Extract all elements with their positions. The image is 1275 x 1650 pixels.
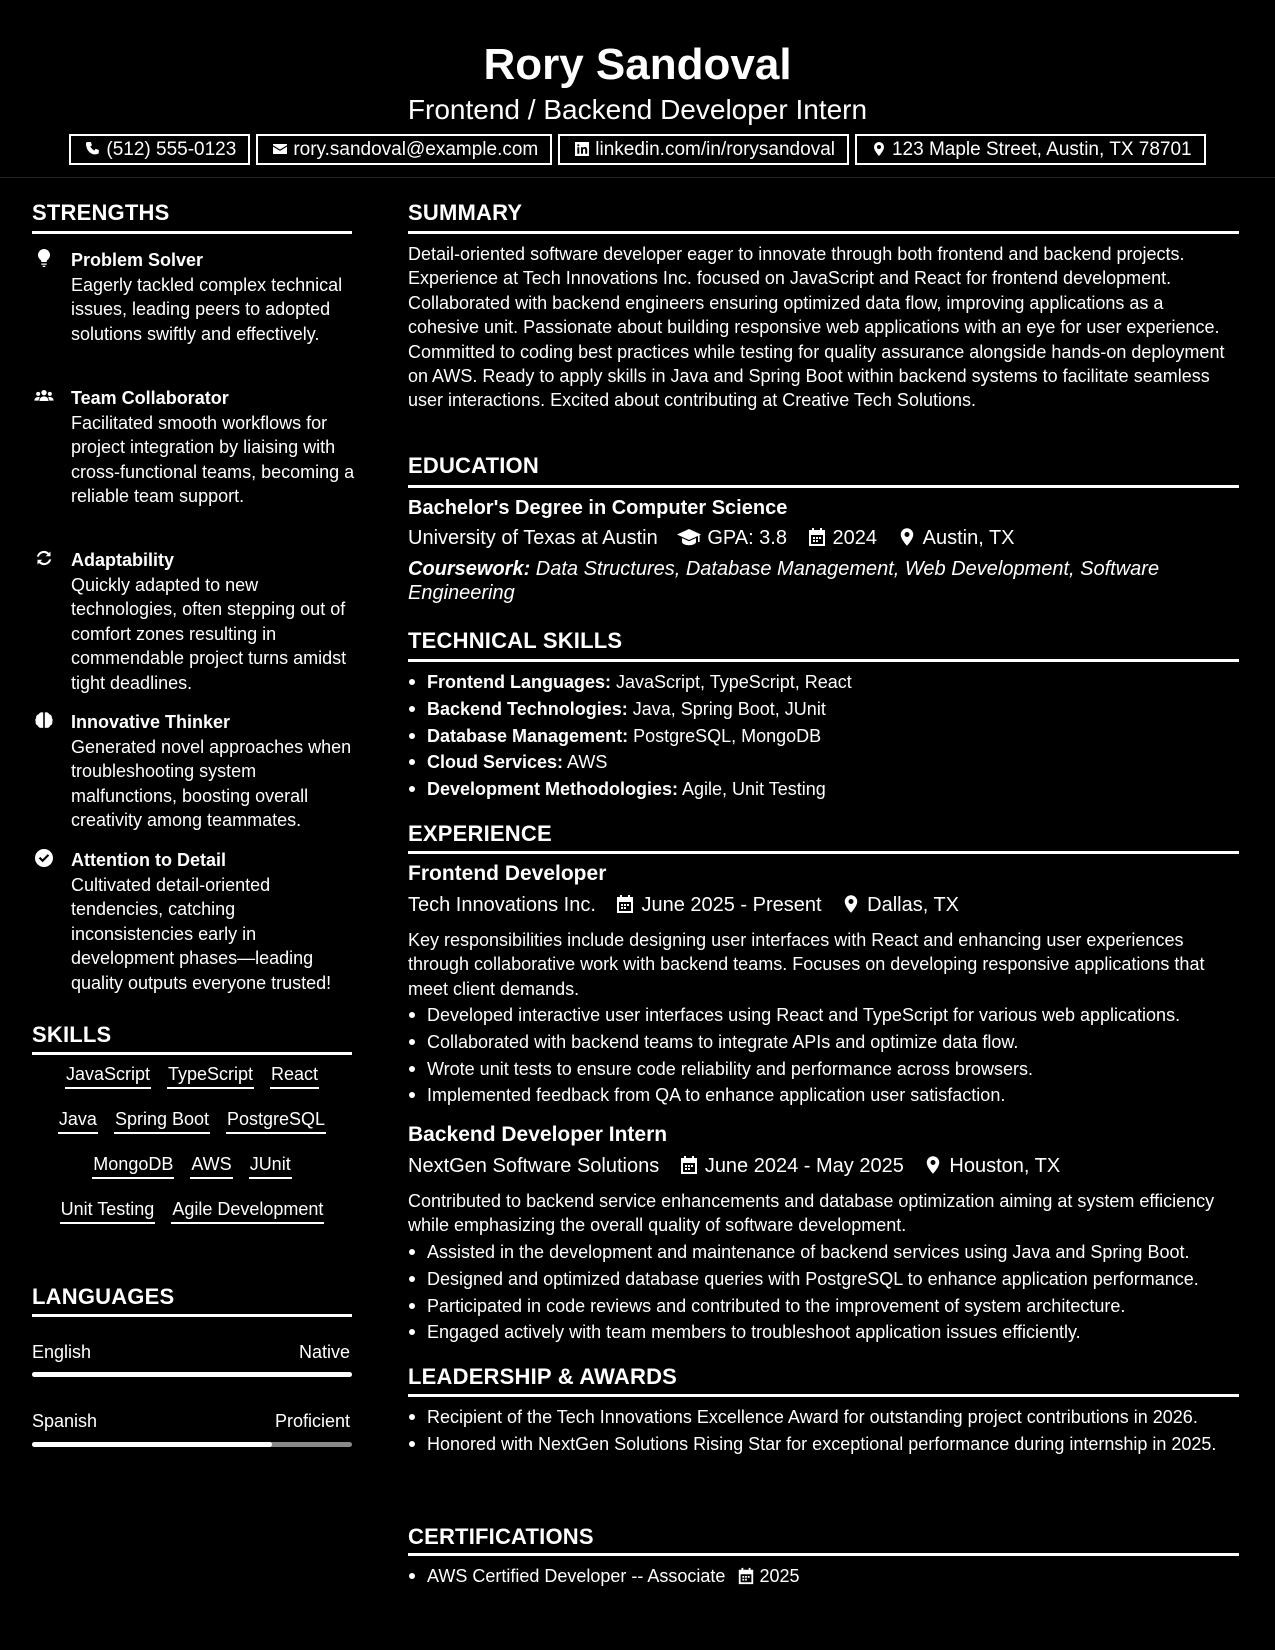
- job-bullet: Developed interactive user interfaces using React and TypeScript for various web applications.: [408, 1003, 1238, 1027]
- tech-skill-label: Backend Technologies:: [427, 698, 628, 719]
- job-bullet: Engaged actively with team members to troubleshoot application issues efficiently.: [408, 1320, 1238, 1344]
- job-meta: [408, 1155, 1074, 1178]
- tech-skills-heading: TECHNICAL SKILLS: [408, 628, 623, 653]
- year-item: [807, 527, 878, 550]
- users-icon: [32, 386, 56, 410]
- strength-desc: Eagerly tackled complex technical issues, leading peers to adopted solutions swiftly and effectively.: [71, 275, 343, 344]
- map-pin-icon: [841, 894, 861, 914]
- certifications-heading: CERTIFICATIONS: [408, 1524, 594, 1549]
- contact-linkedin-text: linkedin.com/in/rorysandoval: [595, 139, 835, 160]
- skill-tag: Agile Development: [171, 1197, 324, 1224]
- job-meta: [408, 894, 973, 917]
- education-meta: [408, 527, 1029, 550]
- strength-title: Attention to Detail: [71, 850, 226, 870]
- job-title: Backend Developer Intern: [408, 1123, 668, 1146]
- job-dates: June 2025 - Present: [641, 894, 822, 917]
- skill-row: [32, 1107, 352, 1152]
- tech-skill-item: [408, 777, 1238, 801]
- awards-list: [408, 1405, 1238, 1459]
- job-bullet: Wrote unit tests to ensure code reliability and performance across browsers.: [408, 1057, 1238, 1081]
- coursework-label: Coursework:: [408, 558, 531, 580]
- tech-skill-label: Frontend Languages:: [427, 672, 611, 692]
- job-title: Frontend Developer: [408, 862, 607, 885]
- language-name: English: [32, 1342, 92, 1362]
- education-heading: EDUCATION: [408, 453, 539, 478]
- contact-bar: [0, 134, 1275, 165]
- language-bar-fill: [32, 1442, 272, 1447]
- tech-skill-value: Agile, Unit Testing: [678, 779, 826, 800]
- job-bullet: Assisted in the development and maintenance of backend services using Java and Spring Boot.: [408, 1240, 1238, 1264]
- calendar-icon: [615, 894, 635, 914]
- tech-skill-label: Cloud Services:: [427, 752, 564, 773]
- language-bar: [32, 1442, 352, 1447]
- strength-title: Innovative Thinker: [71, 712, 231, 732]
- skills-heading: SKILLS: [32, 1022, 112, 1047]
- company-name: Tech Innovations Inc.: [408, 894, 596, 917]
- location-item: [897, 527, 1015, 550]
- language-level: Native: [298, 1342, 350, 1362]
- coursework-list: Data Structures, Database Management, Web Development, Software Engineering: [408, 558, 1160, 605]
- skill-tag: Java: [58, 1107, 98, 1134]
- summary-rule: [408, 231, 1239, 234]
- tech-skill-label: Database Management:: [427, 725, 629, 746]
- coursework: [408, 557, 1228, 606]
- strength-desc: Facilitated smooth workflows for project integration by liaising with cross-functional teams, becoming a reliable team support.: [71, 413, 355, 507]
- contact-phone-text: (512) 555-0123: [106, 139, 237, 160]
- certification-year-item: [737, 1564, 799, 1588]
- strength-desc: Generated novel approaches when troubleshooting system malfunctions, boosting overall creativity among teammates.: [71, 737, 352, 831]
- map-pin-icon: [923, 1155, 943, 1175]
- language-level: Proficient: [274, 1411, 350, 1431]
- skill-tag: PostgreSQL: [226, 1107, 326, 1134]
- job-bullet: Collaborated with backend teams to integrate APIs and optimize data flow.: [408, 1030, 1238, 1054]
- languages-rule: [32, 1314, 352, 1317]
- lightbulb-icon: [32, 248, 56, 272]
- tech-skill-value: Java, Spring Boot, JUnit: [627, 698, 826, 719]
- school-location: Austin, TX: [922, 527, 1015, 550]
- skill-tag: Spring Boot: [114, 1107, 210, 1134]
- contact-phone[interactable]: [69, 134, 250, 165]
- certification-name: AWS Certified Developer -- Associate: [427, 1566, 726, 1586]
- experience-rule: [408, 851, 1239, 854]
- tech-skill-item: [408, 750, 1238, 774]
- certifications-list: [408, 1564, 1238, 1591]
- skill-tag: Unit Testing: [60, 1197, 156, 1224]
- school-name: University of Texas at Austin: [408, 527, 658, 550]
- skill-row: [32, 1062, 352, 1107]
- strength-desc: Cultivated detail-oriented tendencies, catching inconsistencies early in development phases—leading quality outputs everyone trusted!: [71, 875, 332, 993]
- skill-row: [32, 1197, 352, 1242]
- job-bullet: Designed and optimized database queries with PostgreSQL to enhance application performance.: [408, 1267, 1238, 1291]
- degree-title: Bachelor's Degree in Computer Science: [408, 497, 788, 519]
- strength-title: Team Collaborator: [71, 388, 229, 408]
- skills-cloud: [32, 1062, 352, 1242]
- grad-year: 2024: [832, 527, 878, 550]
- skill-row: [32, 1152, 352, 1197]
- job-bullet: Implemented feedback from QA to enhance application user satisfaction.: [408, 1083, 1238, 1107]
- job-bullets: [408, 1240, 1238, 1347]
- candidate-role: Frontend / Backend Developer Intern: [407, 94, 868, 125]
- sync-icon: [32, 548, 56, 572]
- tech-skill-label: Development Methodologies:: [427, 779, 679, 800]
- tech-skill-value: JavaScript, TypeScript, React: [611, 672, 852, 692]
- summary-text: Detail-oriented software developer eager to innovate through both frontend and backend projects. Experience at Tech Innovations Inc. focused on JavaScript and React for frontend development. Collaborated with backend engineers ensuring optimized data flow, improving applications as a cohesive unit. Passionate about building responsive web applications with an eye for user experience. Committed to coding best practices while testing for quality assurance alongside hands-on deployment on AWS. Ready to apply skills in Java and Spring Boot within backend systems to facilitate seamless user interactions. Excited about contributing at Creative Tech Solutions.: [408, 244, 1225, 411]
- language-bar: [32, 1372, 352, 1377]
- strength-title: Adaptability: [71, 550, 175, 570]
- tech-skills-list: [408, 670, 1238, 804]
- phone-icon: [83, 136, 103, 163]
- contact-email[interactable]: [256, 134, 552, 165]
- education-rule: [408, 485, 1239, 488]
- job-location-item: [841, 894, 959, 917]
- resume-header: [0, 0, 1275, 178]
- envelope-icon: [270, 136, 290, 163]
- gpa-item: [677, 527, 787, 550]
- contact-address-text: 123 Maple Street, Austin, TX 78701: [891, 139, 1192, 160]
- map-pin-icon: [897, 527, 917, 547]
- job-dates-item: [679, 1155, 904, 1178]
- experience-heading: EXPERIENCE: [408, 821, 552, 846]
- certifications-rule: [408, 1553, 1239, 1556]
- tech-skill-value: PostgreSQL, MongoDB: [628, 725, 822, 746]
- skill-tag: AWS: [190, 1152, 232, 1179]
- job-summary: Key responsibilities include designing user interfaces with React and enhancing user experiences through collaborative work with backend teams. Focuses on developing responsive applications that meet client demands.: [408, 930, 1205, 999]
- candidate-name: Rory Sandoval: [483, 40, 792, 89]
- company-name: NextGen Software Solutions: [408, 1155, 660, 1178]
- linkedin-icon: [572, 136, 592, 163]
- calendar-icon: [737, 1567, 755, 1585]
- languages-heading: LANGUAGES: [32, 1284, 175, 1309]
- contact-linkedin[interactable]: [558, 134, 849, 165]
- graduation-cap-icon: [677, 527, 701, 547]
- job-location: Dallas, TX: [867, 894, 960, 917]
- skill-tag: JUnit: [249, 1152, 292, 1179]
- check-circle-icon: [32, 848, 56, 872]
- tech-skill-item: [408, 724, 1238, 748]
- strengths-rule: [32, 231, 352, 234]
- job-dates-item: [615, 894, 821, 917]
- strength-desc: Quickly adapted to new technologies, often stepping out of comfort zones resulting in commendable project turns amidst tight deadlines.: [71, 575, 347, 693]
- job-location-item: [923, 1155, 1060, 1178]
- summary-heading: SUMMARY: [408, 200, 523, 225]
- skill-tag: JavaScript: [65, 1062, 151, 1089]
- tech-skills-rule: [408, 659, 1239, 662]
- strength-title: Problem Solver: [71, 250, 204, 270]
- calendar-icon: [807, 527, 827, 547]
- job-location: Houston, TX: [949, 1155, 1061, 1178]
- certification-item: [408, 1564, 1238, 1588]
- skill-tag: React: [270, 1062, 319, 1089]
- language-name: Spanish: [32, 1411, 98, 1431]
- tech-skill-item: [408, 697, 1238, 721]
- job-dates: June 2024 - May 2025: [704, 1155, 904, 1178]
- contact-email-text: rory.sandoval@example.com: [293, 139, 539, 160]
- language-bar-fill: [32, 1372, 352, 1377]
- brain-icon: [32, 710, 56, 734]
- job-bullets: [408, 1003, 1238, 1110]
- gpa-text: GPA: 3.8: [707, 527, 787, 550]
- job-bullet: Participated in code reviews and contributed to the improvement of system architecture.: [408, 1294, 1238, 1318]
- skill-tag: TypeScript: [167, 1062, 254, 1089]
- calendar-icon: [679, 1155, 699, 1175]
- award-item: Honored with NextGen Solutions Rising Star for exceptional performance during internship in 2025.: [408, 1432, 1238, 1456]
- skill-tag: MongoDB: [92, 1152, 174, 1179]
- map-pin-icon: [869, 136, 889, 163]
- contact-address: [855, 134, 1206, 165]
- leadership-rule: [408, 1394, 1239, 1397]
- tech-skill-item: [408, 670, 1238, 694]
- award-item: Recipient of the Tech Innovations Excellence Award for outstanding project contributions in 2026.: [408, 1405, 1238, 1429]
- skills-rule: [32, 1052, 352, 1055]
- tech-skill-value: AWS: [563, 752, 608, 773]
- strengths-heading: STRENGTHS: [32, 200, 170, 225]
- certification-year: 2025: [759, 1566, 800, 1586]
- leadership-heading: LEADERSHIP & AWARDS: [408, 1364, 678, 1389]
- job-summary: Contributed to backend service enhancements and database optimization aiming at system efficiency while emphasizing the overall quality of software development.: [408, 1191, 1215, 1236]
